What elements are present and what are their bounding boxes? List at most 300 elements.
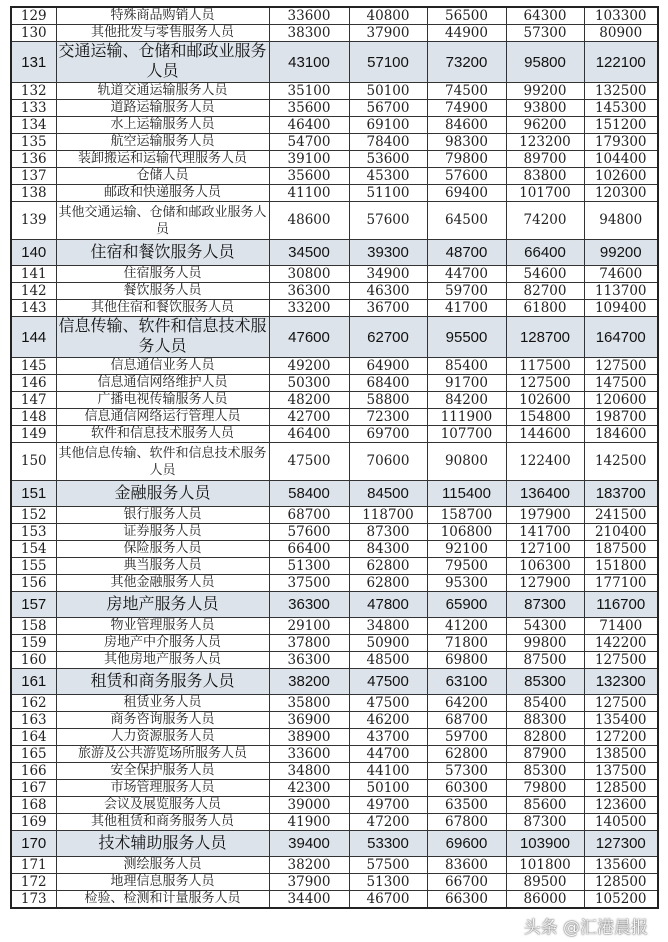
- salary-value: 95300: [427, 575, 506, 592]
- salary-value: 64200: [427, 695, 506, 712]
- salary-value: 120300: [584, 185, 658, 202]
- table-row: [11, 575, 658, 592]
- salary-value: 127500: [584, 695, 658, 712]
- salary-value: 34900: [349, 266, 427, 283]
- occupation-name: 典当服务人员: [56, 558, 269, 575]
- salary-value: 141700: [506, 524, 584, 541]
- salary-value: 135600: [584, 857, 658, 874]
- salary-value: 84300: [349, 541, 427, 558]
- row-number: 161: [11, 669, 56, 695]
- salary-value: 64500: [427, 202, 506, 240]
- row-number: 150: [11, 443, 56, 481]
- row-number: 165: [11, 746, 56, 763]
- row-number: 151: [11, 481, 56, 507]
- row-number: 159: [11, 635, 56, 652]
- row-number: 169: [11, 814, 56, 831]
- table-row: [11, 635, 658, 652]
- salary-value: 48600: [269, 202, 349, 240]
- watermark: 头条 @汇港晨报: [523, 918, 648, 938]
- salary-value: 68700: [269, 507, 349, 524]
- salary-value: 54700: [269, 134, 349, 151]
- occupation-name: 物业管理服务人员: [56, 618, 269, 635]
- table-row: [11, 729, 658, 746]
- salary-value: 58400: [269, 481, 349, 507]
- row-number: 163: [11, 712, 56, 729]
- salary-value: 184600: [584, 426, 658, 443]
- table-row: [11, 507, 658, 524]
- salary-value: 154800: [506, 409, 584, 426]
- category-row: [11, 831, 658, 857]
- occupation-name: 住宿服务人员: [56, 266, 269, 283]
- salary-value: 69400: [427, 185, 506, 202]
- row-number: 144: [11, 317, 56, 358]
- occupation-name: 检验、检测和计量服务人员: [56, 891, 269, 909]
- salary-value: 87900: [506, 746, 584, 763]
- table-row: [11, 134, 658, 151]
- occupation-name: 租赁业务人员: [56, 695, 269, 712]
- salary-value: 66300: [427, 891, 506, 909]
- table-row: [11, 857, 658, 874]
- salary-value: 118700: [349, 507, 427, 524]
- salary-value: 41200: [427, 618, 506, 635]
- salary-value: 62800: [349, 558, 427, 575]
- table-row: [11, 7, 658, 25]
- salary-value: 60300: [427, 780, 506, 797]
- salary-value: 187500: [584, 541, 658, 558]
- row-number: 155: [11, 558, 56, 575]
- occupation-name: 餐饮服务人员: [56, 283, 269, 300]
- salary-value: 64900: [349, 358, 427, 375]
- occupation-name: 旅游及公共游览场所服务人员: [56, 746, 269, 763]
- category-row: [11, 592, 658, 618]
- salary-value: 145300: [584, 100, 658, 117]
- salary-value: 92100: [427, 541, 506, 558]
- row-number: 171: [11, 857, 56, 874]
- occupation-name: 邮政和快递服务人员: [56, 185, 269, 202]
- table-row: [11, 695, 658, 712]
- salary-value: 82800: [506, 729, 584, 746]
- salary-value: 177100: [584, 575, 658, 592]
- salary-value: 47600: [269, 317, 349, 358]
- occupation-name: 轨道交通运输服务人员: [56, 83, 269, 100]
- table-row: [11, 202, 658, 240]
- salary-value: 57300: [506, 25, 584, 42]
- salary-value: 37800: [269, 635, 349, 652]
- salary-value: 135400: [584, 712, 658, 729]
- salary-value: 137500: [584, 763, 658, 780]
- salary-value: 38900: [269, 729, 349, 746]
- salary-value: 46300: [349, 283, 427, 300]
- salary-value: 53300: [349, 831, 427, 857]
- row-number: 170: [11, 831, 56, 857]
- salary-value: 69800: [427, 652, 506, 669]
- salary-value: 51100: [349, 185, 427, 202]
- salary-value: 54600: [506, 266, 584, 283]
- salary-value: 71800: [427, 635, 506, 652]
- salary-value: 95800: [506, 42, 584, 83]
- salary-value: 95500: [427, 317, 506, 358]
- category-row: [11, 481, 658, 507]
- salary-value: 53600: [349, 151, 427, 168]
- salary-value: 127500: [506, 375, 584, 392]
- table-row: [11, 524, 658, 541]
- salary-value: 36300: [269, 592, 349, 618]
- salary-value: 142200: [584, 635, 658, 652]
- salary-value: 66400: [506, 240, 584, 266]
- row-number: 149: [11, 426, 56, 443]
- salary-value: 151200: [584, 117, 658, 134]
- salary-value: 37900: [269, 874, 349, 891]
- row-number: 164: [11, 729, 56, 746]
- salary-value: 88300: [506, 712, 584, 729]
- table-row: [11, 100, 658, 117]
- salary-value: 74900: [427, 100, 506, 117]
- row-number: 168: [11, 797, 56, 814]
- salary-value: 136400: [506, 481, 584, 507]
- salary-value: 63100: [427, 669, 506, 695]
- salary-value: 80900: [584, 25, 658, 42]
- salary-value: 50900: [349, 635, 427, 652]
- salary-value: 69700: [349, 426, 427, 443]
- salary-value: 84500: [349, 481, 427, 507]
- salary-value: 57500: [349, 857, 427, 874]
- salary-value: 158700: [427, 507, 506, 524]
- salary-value: 132500: [584, 83, 658, 100]
- salary-value: 41700: [427, 300, 506, 317]
- occupation-name: 银行服务人员: [56, 507, 269, 524]
- occupation-name: 商务咨询服务人员: [56, 712, 269, 729]
- salary-value: 36300: [269, 283, 349, 300]
- salary-value: 241500: [584, 507, 658, 524]
- salary-value: 63500: [427, 797, 506, 814]
- occupation-name: 安全保护服务人员: [56, 763, 269, 780]
- salary-value: 102600: [506, 392, 584, 409]
- occupation-name: 道路运输服务人员: [56, 100, 269, 117]
- salary-value: 50100: [349, 83, 427, 100]
- table-row: [11, 25, 658, 42]
- salary-value: 103900: [506, 831, 584, 857]
- salary-value: 197900: [506, 507, 584, 524]
- occupation-name: 租赁和商务服务人员: [56, 669, 269, 695]
- salary-value: 87500: [506, 652, 584, 669]
- salary-value: 106800: [427, 524, 506, 541]
- salary-value: 47200: [349, 814, 427, 831]
- occupation-name: 住宿和餐饮服务人员: [56, 240, 269, 266]
- salary-value: 83800: [506, 168, 584, 185]
- salary-value: 116700: [584, 592, 658, 618]
- table-row: [11, 443, 658, 481]
- row-number: 142: [11, 283, 56, 300]
- salary-value: 79800: [427, 151, 506, 168]
- occupation-name: 其他交通运输、仓储和邮政业服务人员: [56, 202, 269, 240]
- row-number: 131: [11, 42, 56, 83]
- occupation-name: 房地产服务人员: [56, 592, 269, 618]
- salary-value: 138500: [584, 746, 658, 763]
- table-row: [11, 168, 658, 185]
- occupation-name: 交通运输、仓储和邮政业服务人员: [56, 42, 269, 83]
- salary-value: 44100: [349, 763, 427, 780]
- table-row: [11, 392, 658, 409]
- table-row: [11, 780, 658, 797]
- occupation-name: 其他房地产服务人员: [56, 652, 269, 669]
- occupation-name: 软件和信息技术服务人员: [56, 426, 269, 443]
- salary-value: 42700: [269, 409, 349, 426]
- salary-value: 33600: [269, 7, 349, 25]
- occupation-name: 水上运输服务人员: [56, 117, 269, 134]
- occupation-name: 金融服务人员: [56, 481, 269, 507]
- occupation-name: 广播电视传输服务人员: [56, 392, 269, 409]
- occupation-name: 信息传输、软件和信息技术服务人员: [56, 317, 269, 358]
- row-number: 135: [11, 134, 56, 151]
- salary-value: 64300: [506, 7, 584, 25]
- salary-value: 71400: [584, 618, 658, 635]
- salary-value: 56500: [427, 7, 506, 25]
- row-number: 173: [11, 891, 56, 909]
- salary-value: 111900: [427, 409, 506, 426]
- salary-value: 117500: [506, 358, 584, 375]
- salary-value: 33600: [269, 746, 349, 763]
- salary-value: 54300: [506, 618, 584, 635]
- salary-value: 47500: [349, 695, 427, 712]
- occupation-name: 房地产中介服务人员: [56, 635, 269, 652]
- salary-value: 73200: [427, 42, 506, 83]
- row-number: 145: [11, 358, 56, 375]
- row-number: 139: [11, 202, 56, 240]
- salary-value: 127500: [584, 358, 658, 375]
- salary-value: 36900: [269, 712, 349, 729]
- salary-value: 46400: [269, 117, 349, 134]
- salary-value: 34800: [349, 618, 427, 635]
- occupation-name: 市场管理服务人员: [56, 780, 269, 797]
- occupation-name: 信息通信网络维护人员: [56, 375, 269, 392]
- table-row: [11, 763, 658, 780]
- salary-value: 51300: [349, 874, 427, 891]
- salary-value: 183700: [584, 481, 658, 507]
- category-row: [11, 240, 658, 266]
- salary-value: 47500: [349, 669, 427, 695]
- salary-value: 57600: [427, 168, 506, 185]
- row-number: 146: [11, 375, 56, 392]
- salary-value: 85400: [427, 358, 506, 375]
- salary-value: 46200: [349, 712, 427, 729]
- salary-value: 29100: [269, 618, 349, 635]
- row-number: 154: [11, 541, 56, 558]
- salary-value: 45300: [349, 168, 427, 185]
- salary-value: 101800: [506, 857, 584, 874]
- salary-value: 127300: [584, 831, 658, 857]
- salary-value: 179300: [584, 134, 658, 151]
- salary-value: 127900: [506, 575, 584, 592]
- occupation-name: 航空运输服务人员: [56, 134, 269, 151]
- salary-value: 39300: [349, 240, 427, 266]
- occupation-name: 仓储人员: [56, 168, 269, 185]
- salary-value: 57300: [427, 763, 506, 780]
- salary-value: 98300: [427, 134, 506, 151]
- salary-value: 142500: [584, 443, 658, 481]
- salary-value: 35600: [269, 100, 349, 117]
- occupation-name: 保险服务人员: [56, 541, 269, 558]
- salary-value: 65900: [427, 592, 506, 618]
- occupation-name: 证券服务人员: [56, 524, 269, 541]
- salary-value: 44700: [349, 746, 427, 763]
- table-row: [11, 266, 658, 283]
- salary-value: 89500: [506, 874, 584, 891]
- salary-value: 50300: [269, 375, 349, 392]
- salary-value: 39400: [269, 831, 349, 857]
- salary-value: 79500: [427, 558, 506, 575]
- salary-value: 84200: [427, 392, 506, 409]
- salary-value: 90800: [427, 443, 506, 481]
- salary-value: 140500: [584, 814, 658, 831]
- table-row: [11, 283, 658, 300]
- row-number: 134: [11, 117, 56, 134]
- salary-value: 56700: [349, 100, 427, 117]
- occupation-name: 其他批发与零售服务人员: [56, 25, 269, 42]
- salary-value: 57600: [269, 524, 349, 541]
- salary-value: 62800: [427, 746, 506, 763]
- salary-value: 69100: [349, 117, 427, 134]
- salary-value: 127100: [506, 541, 584, 558]
- salary-table: [10, 6, 659, 909]
- salary-value: 58800: [349, 392, 427, 409]
- table-row: [11, 558, 658, 575]
- row-number: 156: [11, 575, 56, 592]
- salary-value: 85600: [506, 797, 584, 814]
- salary-value: 122400: [506, 443, 584, 481]
- salary-value: 78400: [349, 134, 427, 151]
- salary-value: 99200: [584, 240, 658, 266]
- salary-value: 67800: [427, 814, 506, 831]
- salary-value: 87300: [506, 814, 584, 831]
- salary-value: 49700: [349, 797, 427, 814]
- occupation-name: 信息通信业务人员: [56, 358, 269, 375]
- salary-value: 33200: [269, 300, 349, 317]
- row-number: 136: [11, 151, 56, 168]
- salary-value: 62800: [349, 575, 427, 592]
- row-number: 133: [11, 100, 56, 117]
- salary-value: 34400: [269, 891, 349, 909]
- salary-value: 34800: [269, 763, 349, 780]
- salary-value: 49200: [269, 358, 349, 375]
- occupation-name: 人力资源服务人员: [56, 729, 269, 746]
- salary-value: 37500: [269, 575, 349, 592]
- salary-value: 38200: [269, 669, 349, 695]
- salary-value: 51300: [269, 558, 349, 575]
- salary-value: 69600: [427, 831, 506, 857]
- salary-value: 57600: [349, 202, 427, 240]
- salary-value: 36300: [269, 652, 349, 669]
- salary-value: 46700: [349, 891, 427, 909]
- occupation-name: 其他住宿和餐饮服务人员: [56, 300, 269, 317]
- salary-value: 128500: [584, 780, 658, 797]
- salary-value: 48700: [427, 240, 506, 266]
- row-number: 158: [11, 618, 56, 635]
- salary-value: 94800: [584, 202, 658, 240]
- occupation-name: 装卸搬运和运输代理服务人员: [56, 151, 269, 168]
- salary-value: 74500: [427, 83, 506, 100]
- salary-value: 132300: [584, 669, 658, 695]
- occupation-name: 地理信息服务人员: [56, 874, 269, 891]
- salary-value: 61800: [506, 300, 584, 317]
- row-number: 157: [11, 592, 56, 618]
- salary-value: 36700: [349, 300, 427, 317]
- salary-value: 105200: [584, 891, 658, 909]
- salary-value: 122100: [584, 42, 658, 83]
- salary-value: 46400: [269, 426, 349, 443]
- occupation-name: 测绘服务人员: [56, 857, 269, 874]
- table-row: [11, 541, 658, 558]
- table-row: [11, 618, 658, 635]
- table-row: [11, 300, 658, 317]
- salary-value: 106300: [506, 558, 584, 575]
- row-number: 167: [11, 780, 56, 797]
- table-row: [11, 117, 658, 134]
- salary-value: 85300: [506, 763, 584, 780]
- salary-value: 43100: [269, 42, 349, 83]
- salary-value: 38200: [269, 857, 349, 874]
- salary-value: 57100: [349, 42, 427, 83]
- table-row: [11, 814, 658, 831]
- table-row: [11, 185, 658, 202]
- salary-value: 79800: [506, 780, 584, 797]
- row-number: 166: [11, 763, 56, 780]
- salary-value: 47800: [349, 592, 427, 618]
- row-number: 138: [11, 185, 56, 202]
- row-number: 162: [11, 695, 56, 712]
- salary-value: 198700: [584, 409, 658, 426]
- salary-value: 59700: [427, 729, 506, 746]
- salary-table-body: [11, 7, 658, 908]
- salary-value: 87300: [506, 592, 584, 618]
- table-row: [11, 426, 658, 443]
- row-number: 172: [11, 874, 56, 891]
- occupation-name: 信息通信网络运行管理人员: [56, 409, 269, 426]
- salary-value: 41900: [269, 814, 349, 831]
- salary-value: 164700: [584, 317, 658, 358]
- table-row: [11, 712, 658, 729]
- salary-value: 147500: [584, 375, 658, 392]
- salary-value: 123600: [584, 797, 658, 814]
- row-number: 152: [11, 507, 56, 524]
- salary-value: 41100: [269, 185, 349, 202]
- table-row: [11, 652, 658, 669]
- salary-value: 30800: [269, 266, 349, 283]
- table-row: [11, 358, 658, 375]
- salary-value: 83600: [427, 857, 506, 874]
- salary-value: 210400: [584, 524, 658, 541]
- salary-value: 120600: [584, 392, 658, 409]
- category-row: [11, 42, 658, 83]
- salary-value: 70600: [349, 443, 427, 481]
- row-number: 132: [11, 83, 56, 100]
- salary-value: 107700: [427, 426, 506, 443]
- row-number: 130: [11, 25, 56, 42]
- table-row: [11, 891, 658, 909]
- table-row: [11, 409, 658, 426]
- occupation-name: 其他金融服务人员: [56, 575, 269, 592]
- salary-value: 96200: [506, 117, 584, 134]
- salary-value: 43700: [349, 729, 427, 746]
- salary-value: 72300: [349, 409, 427, 426]
- salary-value: 128500: [584, 874, 658, 891]
- salary-value: 44700: [427, 266, 506, 283]
- row-number: 143: [11, 300, 56, 317]
- salary-value: 87300: [349, 524, 427, 541]
- salary-value: 48500: [349, 652, 427, 669]
- salary-value: 99200: [506, 83, 584, 100]
- salary-value: 104400: [584, 151, 658, 168]
- salary-value: 39100: [269, 151, 349, 168]
